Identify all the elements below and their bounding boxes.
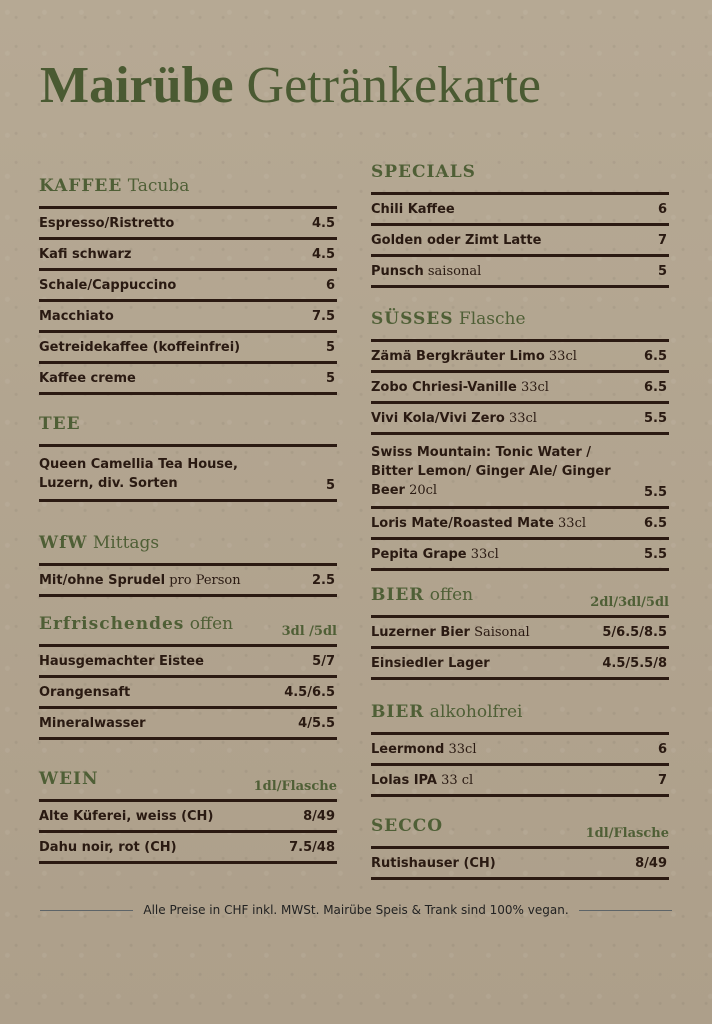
item-name: Hausgemachter Eistee (39, 653, 204, 669)
item-name: Rutishauser (CH) (371, 855, 496, 871)
menu-item (371, 846, 669, 880)
item-price: 5/6.5/8.5 (602, 624, 667, 640)
item-name: Orangensaft (39, 684, 131, 700)
menu-title (40, 56, 680, 116)
footer (40, 900, 672, 920)
item-name: Macchiato (39, 308, 114, 324)
item-price: 6.5 (643, 379, 667, 395)
item-label: Zämä Bergkräuter Limo (371, 348, 545, 364)
item-note: 33cl (504, 410, 537, 426)
menu-item (371, 615, 669, 646)
item-name: Mineralwasser (39, 715, 146, 731)
item-label: Mit/ohne Sprudel (39, 572, 166, 588)
menu-item (39, 563, 337, 597)
item-price: 6 (657, 201, 667, 217)
section-name: BIER (371, 585, 425, 605)
item-name: Kafi schwarz (39, 246, 132, 262)
item-price: 6 (657, 741, 667, 757)
item-price: 6 (325, 277, 335, 293)
menu-item (39, 675, 337, 706)
item-price: 5.5 (643, 485, 667, 500)
menu-item (39, 237, 337, 268)
menu-item (39, 206, 337, 237)
item-note: 33cl (444, 741, 477, 757)
menu-item (39, 644, 337, 675)
section-unit: 2dl/3dl/5dl (590, 595, 669, 610)
section-subtitle: alkoholfrei (424, 702, 523, 722)
item-label: Leermond (371, 741, 445, 757)
section-header (371, 162, 669, 192)
section-name: SÜSSES (371, 309, 454, 329)
item-note: saisonal (423, 263, 482, 279)
footer-rule-right (579, 910, 672, 911)
item-price: 6.5 (643, 348, 667, 364)
item-name (371, 349, 627, 364)
section-unit: 3dl /5dl (281, 624, 337, 639)
item-name (371, 742, 627, 757)
item-name: Queen Camellia Tea House, Luzern, div. Sorten (39, 457, 238, 491)
item-note: 33cl (553, 515, 587, 531)
section-name: SPECIALS (371, 162, 476, 182)
section-name: WfW (39, 533, 88, 553)
item-note: pro Person (165, 572, 241, 588)
item-note: 33cl (516, 379, 549, 395)
item-price: 7.5 (311, 308, 335, 324)
section-header (39, 176, 337, 206)
section-name: SECCO (371, 816, 444, 836)
item-price: 8/49 (635, 855, 667, 871)
section-subtitle: Mittags (87, 533, 160, 553)
menu-item (39, 830, 337, 864)
item-price: 5 (325, 370, 335, 386)
item-label: Punsch (371, 263, 424, 279)
item-name (371, 516, 627, 531)
section-name: BIER (371, 702, 425, 722)
section-name: TEE (39, 414, 81, 434)
item-price: 7.5/48 (289, 839, 335, 855)
item-name (371, 411, 627, 426)
item-price: 4.5/6.5 (284, 684, 335, 700)
section-name: Erfrischendes (39, 614, 185, 634)
section-name: WEIN (39, 769, 99, 789)
item-note: Saisonal (469, 624, 530, 640)
item-label: Luzerner Bier (371, 624, 470, 640)
section-unit: 1dl/Flasche (585, 826, 669, 841)
item-label: Swiss Mountain: Tonic Water / Bitter Lemon/ Ginger Ale/ Ginger Beer (371, 445, 611, 498)
menu-item (371, 763, 669, 797)
menu-item (371, 339, 669, 370)
section-subtitle: offen (424, 585, 474, 605)
menu-item (371, 370, 669, 401)
section-header (39, 614, 337, 644)
item-price: 4/5.5 (298, 715, 335, 731)
item-note: 33cl (544, 348, 577, 364)
item-price: 5 (325, 339, 335, 355)
section-kaffee (39, 176, 337, 395)
item-price: 5 (657, 263, 667, 279)
menu-item (371, 254, 669, 288)
section-subtitle: Tacuba (122, 176, 190, 196)
section-bier-alkoholfrei (371, 702, 669, 797)
item-name (371, 443, 627, 500)
item-price: 5 (325, 478, 335, 493)
menu-item (371, 432, 669, 506)
section-header (371, 816, 669, 846)
item-name (371, 264, 627, 279)
menu-item (371, 537, 669, 571)
menu-item (39, 299, 337, 330)
menu-item (39, 330, 337, 361)
section-unit: 1dl/Flasche (253, 779, 337, 794)
title-rest: Getränkekarte (233, 57, 542, 114)
footer-note: Alle Preise in CHF inkl. MWSt. Mairübe Speis & Trank sind 100% vegan. (143, 903, 569, 917)
menu-item (371, 223, 669, 254)
section-bier-offen (371, 585, 669, 680)
menu-item (39, 361, 337, 395)
item-label: Pepita Grape (371, 546, 467, 562)
section-wfw (39, 533, 337, 597)
item-name (371, 380, 627, 395)
item-price: 7 (657, 232, 667, 248)
item-note: 33cl (466, 546, 499, 562)
item-price: 5.5 (643, 410, 667, 426)
footer-rule-left (40, 910, 133, 911)
item-price: 4.5 (311, 215, 335, 231)
item-name (371, 773, 627, 788)
menu-item (371, 192, 669, 223)
item-price: 2.5 (311, 572, 335, 588)
item-price: 5/7 (312, 653, 335, 669)
item-name: Kaffee creme (39, 370, 136, 386)
menu-item (39, 706, 337, 740)
section-specials (371, 162, 669, 288)
section-header (371, 585, 669, 615)
section-header (39, 769, 337, 799)
item-name: Getreidekaffee (koffeinfrei) (39, 339, 241, 355)
item-name: Espresso/Ristretto (39, 215, 175, 231)
item-label: Zobo Chriesi-Vanille (371, 379, 517, 395)
title-brand: Mairübe (40, 57, 234, 114)
menu-item (39, 268, 337, 299)
section-header (39, 414, 337, 444)
section-header (371, 309, 669, 339)
item-name: Dahu noir, rot (CH) (39, 839, 177, 855)
item-price: 6.5 (643, 515, 667, 531)
section-name: KAFFEE (39, 176, 123, 196)
menu-item (371, 732, 669, 763)
item-name: Schale/Cappuccino (39, 277, 177, 293)
item-name: Chili Kaffee (371, 201, 455, 217)
item-label: Loris Mate/Roasted Mate (371, 515, 554, 531)
item-label: Vivi Kola/Vivi Zero (371, 410, 505, 426)
menu-item (371, 506, 669, 537)
section-wein (39, 769, 337, 864)
section-header (371, 702, 669, 732)
item-price: 7 (657, 772, 667, 788)
item-name: Golden oder Zimt Latte (371, 232, 542, 248)
item-note: 33 cl (436, 772, 474, 788)
item-price: 5.5 (643, 546, 667, 562)
item-name (371, 547, 627, 562)
section-subtitle: offen (184, 614, 234, 634)
menu-item (39, 799, 337, 830)
section-tee (39, 414, 337, 502)
item-label: Lolas IPA (371, 772, 437, 788)
item-price: 8/49 (303, 808, 335, 824)
item-note: 20cl (404, 483, 438, 498)
item-name: Alte Küferei, weiss (CH) (39, 808, 214, 824)
section-subtitle: Flasche (453, 309, 526, 329)
menu-item (39, 444, 337, 502)
item-name: Einsiedler Lager (371, 655, 490, 671)
menu-item (371, 401, 669, 432)
item-price: 4.5 (311, 246, 335, 262)
menu-item (371, 646, 669, 680)
section-suesses (371, 309, 669, 571)
section-secco (371, 816, 669, 880)
item-name (39, 573, 295, 588)
item-price: 4.5/5.5/8 (602, 655, 667, 671)
section-erfrischendes (39, 614, 337, 740)
item-name (371, 625, 602, 640)
section-header (39, 533, 337, 563)
